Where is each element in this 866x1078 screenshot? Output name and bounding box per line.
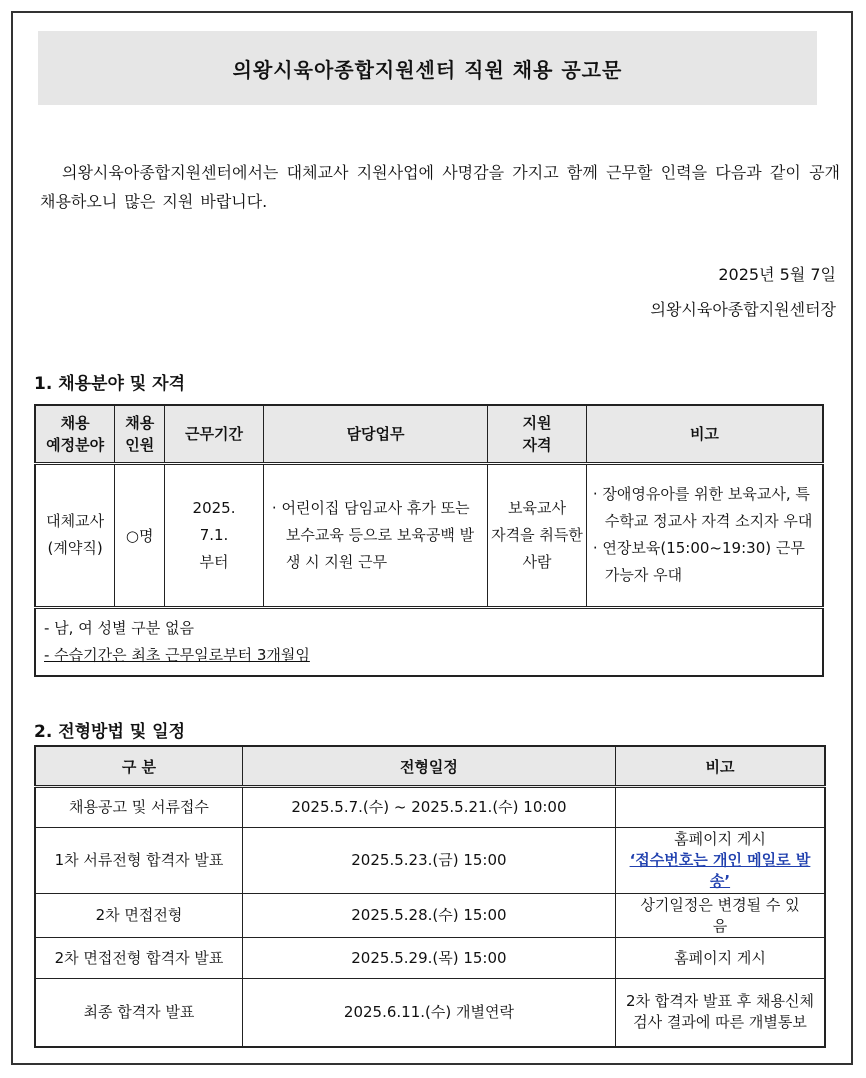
cell-count: ○명 <box>115 463 165 607</box>
cell-period: 2025. 7.1. 부터 <box>165 463 264 607</box>
header-field: 채용 예정분야 <box>35 405 115 463</box>
announcement-date: 2025년 5월 7일 <box>718 265 836 284</box>
recruitment-table <box>34 404 824 677</box>
issuer-name: 의왕시육아종합지원센터장 <box>650 300 836 319</box>
header-qualification: 지원 자격 <box>488 405 587 463</box>
page-title: 의왕시육아종합지원센터 직원 채용 공고문 <box>38 31 817 105</box>
table-row: 2차 면접전형 합격자 발표 2025.5.29.(목) 15:00 홈페이지 게시 <box>35 938 825 979</box>
cell-remark: · 장애영유아를 위한 보육교사, 특수학교 정교사 자격 소지자 우대 · 연장보육(15:00~19:30) 근무 가능자 우대 <box>586 463 823 607</box>
header-schedule: 전형일정 <box>242 746 615 787</box>
note-gender: - 남, 여 성별 구분 없음 <box>44 618 194 637</box>
table-row: 채용공고 및 서류접수 2025.5.7.(수) ~ 2025.5.21.(수) 10:00 <box>35 787 825 828</box>
email-notice: ‘접수번호는 개인 메일로 발송’ <box>629 851 811 890</box>
intro-paragraph: 의왕시육아종합지원센터에서는 대체교사 지원사업에 사명감을 가지고 함께 근무할 인력을 다음과 같이 공개 채용하오니 많은 지원 바랍니다. <box>40 163 840 211</box>
cell-field: 대체교사 (계약직) <box>35 463 115 607</box>
table-row: 1차 서류전형 합격자 발표 2025.5.23.(금) 15:00 홈페이지 게시 ‘접수번호는 개인 메일로 발송’ <box>35 828 825 894</box>
cell-duty: · 어린이집 담임교사 휴가 또는 보수교육 등으로 보육공백 발생 시 지원 근무 <box>263 463 487 607</box>
header-schedule-remark: 비고 <box>615 746 825 787</box>
note-probation: - 수습기간은 최초 근무일로부터 3개월임 <box>44 645 310 664</box>
section2-heading: 2. 전형방법 및 일정 <box>34 722 185 742</box>
notes-cell <box>35 607 823 676</box>
schedule-table <box>34 745 826 1048</box>
table-row: 최종 합격자 발표 2025.6.11.(수) 개별연락 2차 합격자 발표 후 채용신체검사 결과에 따른 개별통보 <box>35 979 825 1047</box>
header-category: 구 분 <box>35 746 242 787</box>
cell-qualification: 보육교사 자격을 취득한 사람 <box>488 463 587 607</box>
header-period: 근무기간 <box>165 405 264 463</box>
table-row: 2차 면접전형 2025.5.28.(수) 15:00 상기일정은 변경될 수 있음 <box>35 894 825 938</box>
section1-heading: 1. 채용분야 및 자격 <box>34 374 185 394</box>
header-duty: 담당업무 <box>263 405 487 463</box>
header-remark: 비고 <box>586 405 823 463</box>
header-count: 채용 인원 <box>115 405 165 463</box>
